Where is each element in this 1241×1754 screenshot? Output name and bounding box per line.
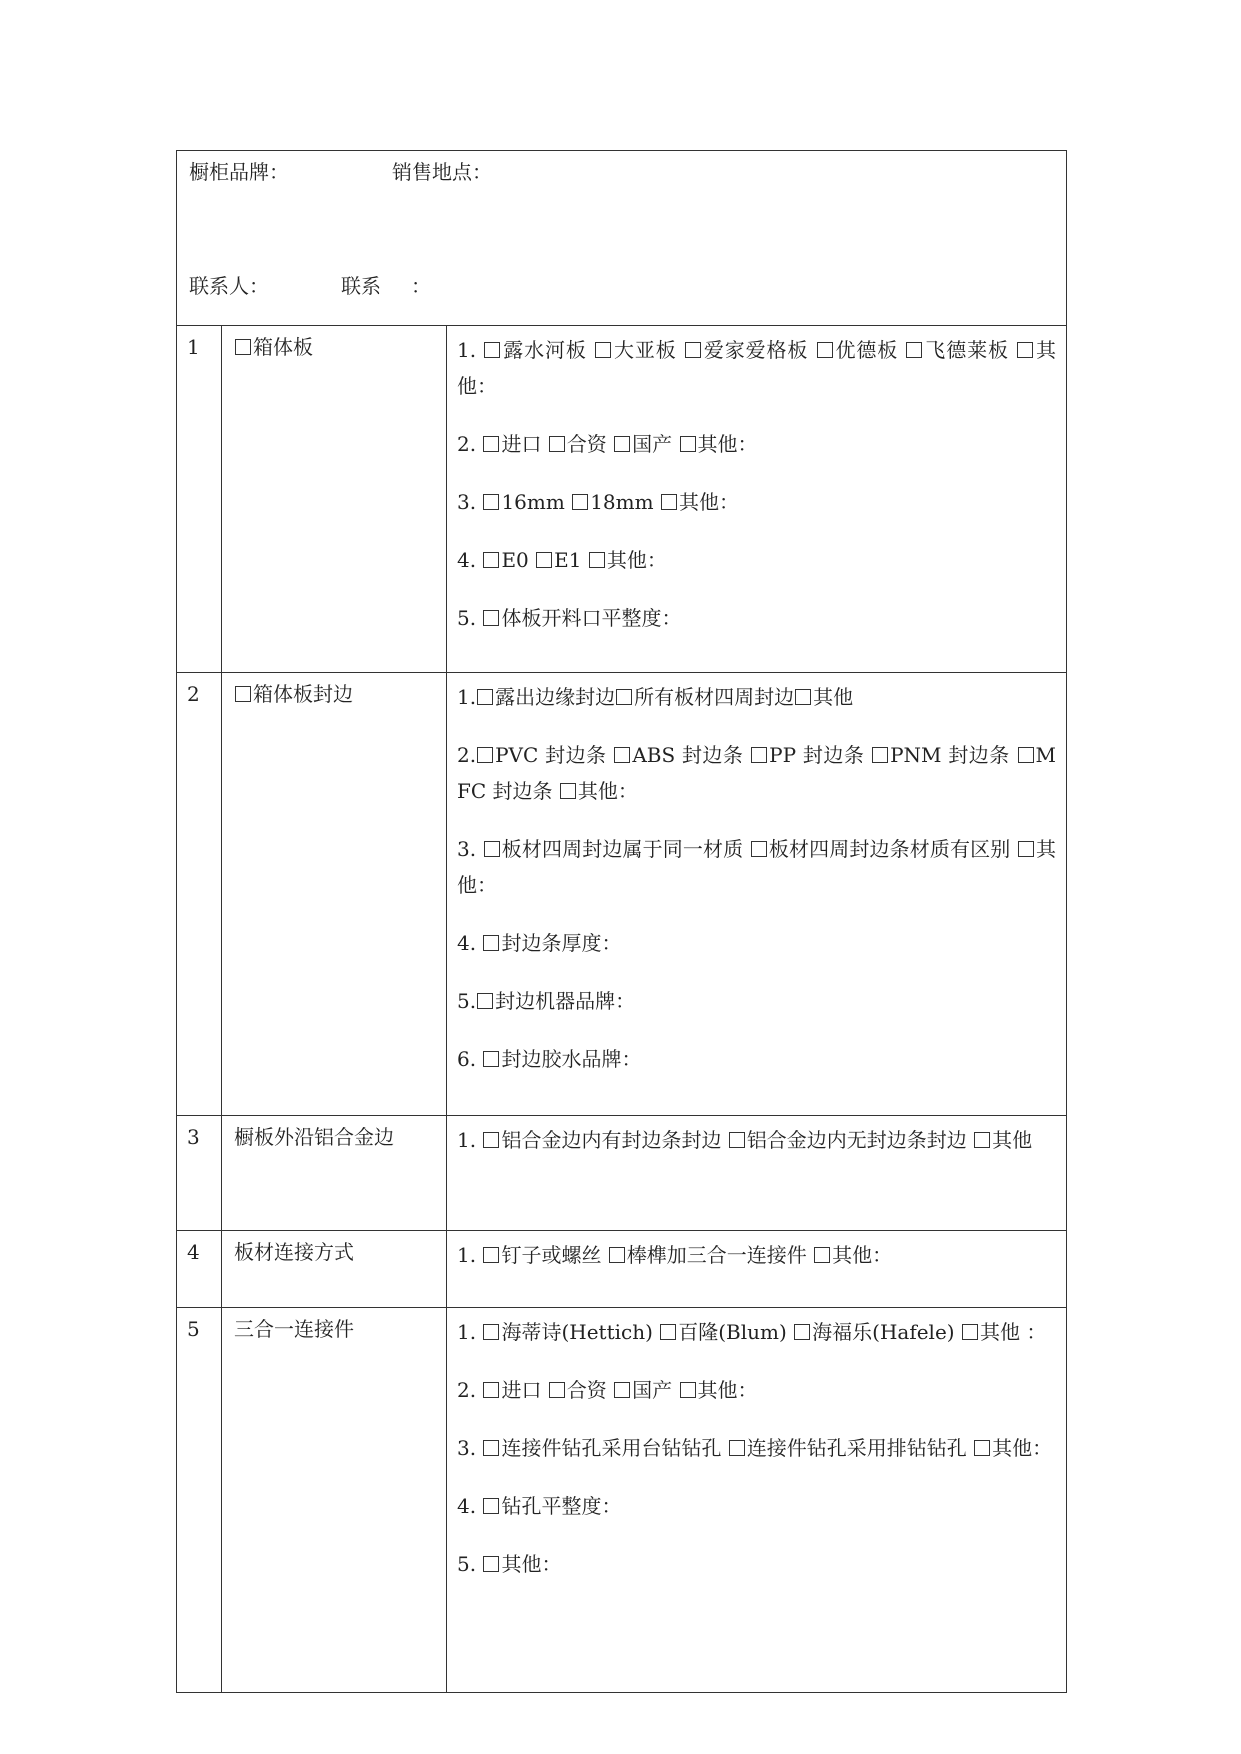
contact-label: 联系 [341,274,381,298]
checkbox[interactable] [483,436,499,452]
option-line [457,1237,1056,1273]
option-text: 其他 [992,1128,1033,1152]
brand-label: 橱柜品牌： [189,160,289,184]
header-cell [177,151,1067,326]
option-text: 露水河板 [502,338,595,362]
option-text: 2. [457,743,477,767]
option-text: 优德板 [834,338,906,362]
option-text: 5. [457,989,477,1013]
option-text: E1 [554,548,588,572]
option-text: 其他： [501,1552,562,1576]
option-text: 海蒂诗(Hettich) [501,1320,660,1344]
option-text: ABS 封边条 [632,743,751,767]
checkbox[interactable] [661,494,677,510]
option-text: 体板开料口平整度： [501,606,682,630]
option-text: 其他： [678,490,739,514]
option-text: 18mm [590,490,660,514]
option-text: 铝合金边内无封边条封边 [746,1128,974,1152]
header-row [177,151,1067,326]
option-text: 合资 [566,1378,614,1402]
option-text: 16mm [501,490,572,514]
checkbox[interactable] [1018,841,1034,857]
checkbox[interactable] [483,1440,499,1456]
option-text: 板材四周封边条材质有区别 [768,837,1017,861]
option-line [457,1314,1056,1350]
checkbox[interactable] [477,747,493,763]
table-row [177,1308,1067,1693]
table-row [177,1231,1067,1308]
option-text: 1. [457,338,484,362]
checkbox[interactable] [483,935,499,951]
option-text: 国产 [632,432,679,456]
option-text: 板材四周封边属于同一材质 [501,837,750,861]
option-text: PP 封边条 [769,743,872,767]
checkbox[interactable] [483,1051,499,1067]
checkbox[interactable] [680,436,696,452]
option-text: 进口 [501,432,548,456]
option-text: 其他： [697,432,758,456]
table-row [177,673,1067,1116]
table-row [177,326,1067,673]
checkbox[interactable] [616,689,632,705]
checkbox[interactable] [685,342,701,358]
option-text: 爱家爱格板 [702,338,816,362]
option-text: 其他： [606,548,667,572]
option-text: 飞德莱板 [924,338,1017,362]
checkbox[interactable] [729,1132,745,1148]
option-text: 钉子或螺丝 [501,1243,608,1267]
checkbox[interactable] [483,1382,499,1398]
option-text: 封边胶水品牌： [501,1047,642,1071]
option-text: 4. [457,548,483,572]
checkbox[interactable] [560,783,576,799]
option-text: 4. [457,931,483,955]
option-text: 3. [457,837,483,861]
row-number: 5 [177,1308,222,1693]
option-text: 钻孔平整度： [501,1494,622,1518]
option-line [457,332,1056,404]
checkbox[interactable] [751,747,767,763]
option-text: 其他 [813,685,854,709]
row-options [447,1308,1067,1693]
row-options [447,1231,1067,1308]
option-text: 露出边缘封边 [495,685,616,709]
table-row [177,1116,1067,1231]
option-text: MFC 封边条 [457,743,1057,803]
checkbox[interactable] [660,1324,676,1340]
checkbox[interactable] [483,1556,499,1572]
row-number: 4 [177,1231,222,1308]
option-line [457,983,1056,1019]
sales-location-label: 销售地点： [392,160,492,184]
option-line [457,925,1056,961]
checkbox[interactable] [235,686,251,702]
checkbox[interactable] [483,1324,499,1340]
option-text: 1. [457,1243,483,1267]
checkbox[interactable] [477,993,493,1009]
option-line [457,831,1056,903]
option-text: 合资 [566,432,614,456]
row-options [447,326,1067,673]
checkbox[interactable] [729,1440,745,1456]
contact-colon: ： [411,274,431,298]
row-item-label: 三合一连接件 [234,1317,354,1341]
checkbox[interactable] [680,1382,696,1398]
row-item-label: 箱体板封边 [253,682,353,706]
option-line [457,1488,1056,1524]
checkbox[interactable] [614,1382,630,1398]
option-text: 海福乐(Hafele) [812,1320,961,1344]
checkbox[interactable] [483,494,499,510]
option-text: 连接件钻孔采用排钻钻孔 [746,1436,974,1460]
row-number: 3 [177,1116,222,1231]
checkbox[interactable] [595,342,611,358]
header-line-brand [189,159,492,185]
checkbox[interactable] [549,436,565,452]
option-text: 国产 [632,1378,679,1402]
row-item-name [222,1308,447,1693]
option-text: 2. [457,432,483,456]
option-text: 其他： [457,837,1057,897]
option-text: PNM 封边条 [890,743,1017,767]
option-text: 其他： [457,338,1057,398]
option-text: 封边条厚度： [501,931,622,955]
row-item-name [222,326,447,673]
option-line [457,737,1056,809]
row-item-label: 橱板外沿铝合金边 [234,1125,394,1149]
option-line [457,1122,1056,1158]
checkbox[interactable] [817,342,833,358]
checkbox[interactable] [484,342,500,358]
option-line [457,679,1056,715]
option-text: 6. [457,1047,483,1071]
option-line [457,426,1056,462]
option-text: 其他： [832,1243,893,1267]
option-text: 大亚板 [613,338,684,362]
checkbox[interactable] [1017,342,1033,358]
option-text: 3. [457,490,483,514]
row-options [447,673,1067,1116]
option-text: 连接件钻孔采用台钻钻孔 [501,1436,728,1460]
row-number: 1 [177,326,222,673]
option-line [457,1372,1056,1408]
kitchen-cabinet-survey-form [176,150,1067,1693]
checkbox[interactable] [794,1324,810,1340]
option-text: 1. [457,1128,483,1152]
checkbox[interactable] [814,1247,830,1263]
checkbox[interactable] [549,1382,565,1398]
checkbox[interactable] [483,610,499,626]
checkbox[interactable] [962,1324,978,1340]
header-line-contact [189,273,431,299]
row-item-label: 板材连接方式 [234,1240,354,1264]
checkbox[interactable] [614,747,630,763]
checkbox[interactable] [974,1132,990,1148]
checkbox[interactable] [974,1440,990,1456]
row-item-name [222,1231,447,1308]
option-line [457,1546,1056,1582]
option-text: 百隆(Blum) [678,1320,794,1344]
option-text: 铝合金边内有封边条封边 [501,1128,728,1152]
checkbox[interactable] [484,841,500,857]
option-text: 棒榫加三合一连接件 [626,1243,814,1267]
contact-person-label: 联系人： [189,274,269,298]
checkbox[interactable] [589,552,605,568]
option-line [457,600,1056,636]
checkbox[interactable] [235,339,251,355]
checkbox[interactable] [483,1247,499,1263]
checkbox[interactable] [536,552,552,568]
checkbox[interactable] [572,494,588,510]
option-text: PVC 封边条 [495,743,614,767]
option-text: 4. [457,1494,483,1518]
option-text: 1. [457,685,477,709]
checkbox[interactable] [795,689,811,705]
option-text: 5. [457,1552,483,1576]
row-item-name [222,673,447,1116]
checkbox[interactable] [872,747,888,763]
row-item-name [222,1116,447,1231]
row-number: 2 [177,673,222,1116]
checkbox[interactable] [906,342,922,358]
option-text: 所有板材四周封边 [634,685,795,709]
checkbox[interactable] [483,1132,499,1148]
row-options [447,1116,1067,1231]
option-text: 1. [457,1320,483,1344]
row-item-label: 箱体板 [253,335,313,359]
checkbox[interactable] [609,1247,625,1263]
checkbox[interactable] [477,689,493,705]
option-line [457,1041,1056,1077]
option-text: 其他： [577,779,638,803]
option-text: 3. [457,1436,483,1460]
option-text: E0 [501,548,536,572]
checkbox[interactable] [483,552,499,568]
checkbox[interactable] [1018,747,1034,763]
option-text: 2. [457,1378,483,1402]
option-text: 5. [457,606,483,630]
checkbox[interactable] [751,841,767,857]
option-text: 其他 ： [979,1320,1047,1344]
option-line [457,484,1056,520]
option-text: 进口 [501,1378,548,1402]
checkbox[interactable] [614,436,630,452]
option-text: 封边机器品牌： [495,989,636,1013]
option-line [457,542,1056,578]
option-text: 其他： [697,1378,758,1402]
option-text: 其他： [992,1436,1053,1460]
checkbox[interactable] [483,1498,499,1514]
option-line [457,1430,1056,1466]
